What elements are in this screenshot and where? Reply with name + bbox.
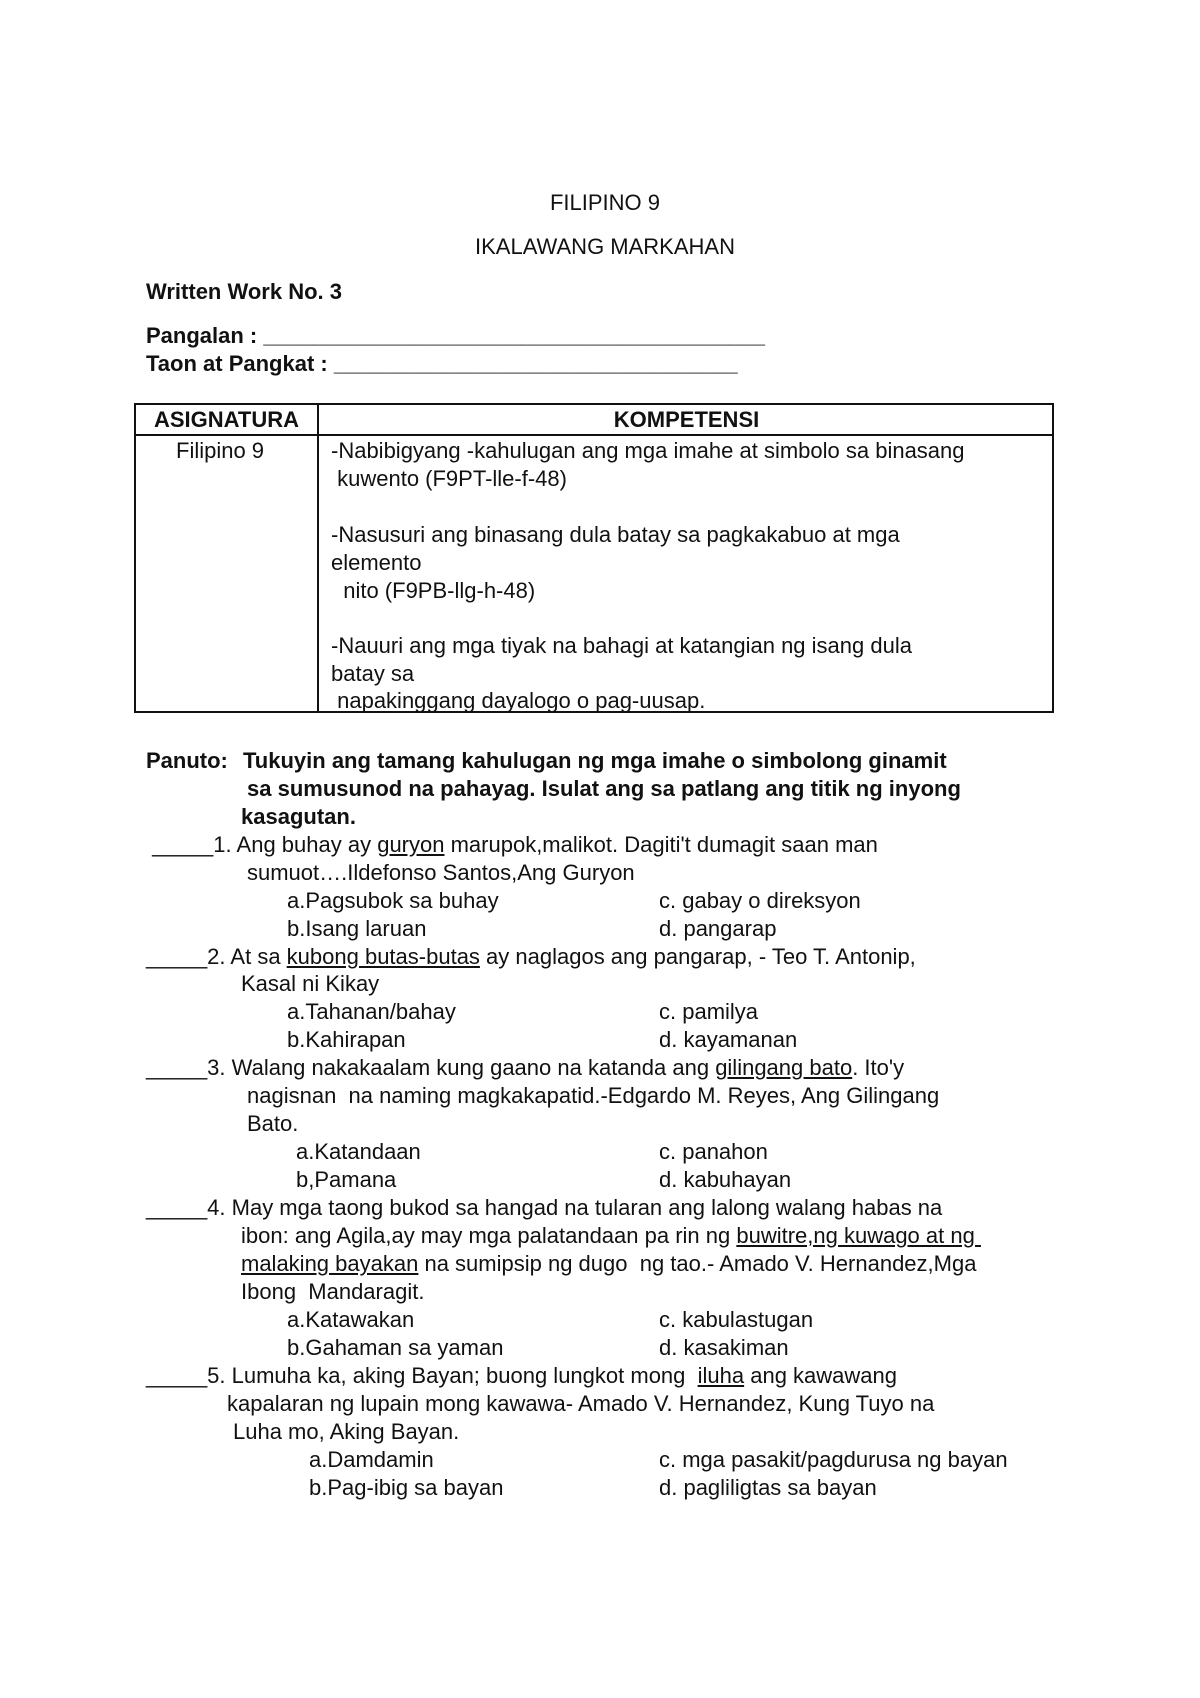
competency-line: kuwento (F9PT-lle-f-48): [331, 466, 567, 491]
competency-line: elemento: [331, 550, 422, 575]
page-title: FILIPINO 9: [549, 190, 661, 215]
choice-c: c. pamilya: [659, 999, 759, 1024]
instructions-line: kasagutan.: [241, 804, 356, 829]
choice-a: a.Pagsubok sa buhay: [287, 888, 499, 913]
question-text: ay naglagos ang pangarap, - Teo T. Antonip,: [479, 944, 916, 969]
question-4[interactable]: _____4. May mga taong bukod sa hangad na tularan ang lalong walang habas na: [146, 1195, 943, 1220]
choice-c: c. kabulastugan: [659, 1307, 814, 1332]
choice-b: b.Kahirapan: [287, 1027, 406, 1052]
question-text: sumuot….Ildefonso Santos,Ang Guryon: [247, 860, 635, 885]
question-text: _____3. Walang nakakaalam kung gaano na katanda ang: [146, 1055, 716, 1080]
choice-b: b.Isang laruan: [287, 916, 427, 941]
choice-c: c. gabay o direksyon: [659, 888, 861, 913]
question-text: ang kawawang: [744, 1363, 897, 1388]
choice-b: b.Gahaman sa yaman: [287, 1335, 504, 1360]
choice-a: a.Damdamin: [309, 1447, 434, 1472]
underlined-symbol: guryon: [377, 832, 445, 857]
choice-d: d. pangarap: [659, 916, 777, 941]
question-2[interactable]: [146, 943, 916, 971]
question-3[interactable]: [146, 1054, 904, 1082]
choice-b: b.Pag-ibig sa bayan: [309, 1475, 504, 1500]
table-cell-subject: Filipino 9: [176, 438, 265, 463]
question-text: na sumipsip ng dugo ng tao.- Amado V. Hernandez,Mga: [418, 1251, 977, 1276]
choice-d: d. kabuhayan: [659, 1167, 792, 1192]
choice-a: a.Katawakan: [287, 1307, 415, 1332]
choice-d: d. kayamanan: [659, 1027, 798, 1052]
question-text: kapalaran ng lupain mong kawawa- Amado V. Hernandez, Kung Tuyo na: [227, 1391, 935, 1416]
question-text: marupok,malikot. Dagiti't dumagit saan man: [444, 832, 878, 857]
section-label: Taon at Pangkat :: [146, 351, 334, 376]
question-text: Bato.: [247, 1111, 299, 1136]
question-text: _____2. At sa: [146, 944, 287, 969]
question-5[interactable]: [146, 1362, 897, 1390]
underlined-symbol: kubong butas-butas: [286, 944, 480, 969]
question-text: Ibong Mandaragit.: [241, 1279, 425, 1304]
choice-d: d. pagliligtas sa bayan: [659, 1475, 877, 1500]
underlined-symbol: iluha: [697, 1363, 745, 1388]
competency-line: -Nauuri ang mga tiyak na bahagi at katangian ng isang dula: [331, 633, 912, 658]
choice-a: a.Tahanan/bahay: [287, 999, 456, 1024]
instructions-line: Tukuyin ang tamang kahulugan ng mga imahe o simbolong ginamit: [243, 748, 947, 773]
choice-a: a.Katandaan: [296, 1139, 421, 1164]
name-blank[interactable]: _________________________________________: [263, 323, 766, 348]
competency-line: napakinggang dayalogo o pag-uusap.: [331, 688, 706, 713]
section-blank[interactable]: _________________________________: [333, 351, 738, 376]
question-text: [241, 1222, 981, 1250]
question-text: _____1. Ang buhay ay: [146, 832, 378, 857]
choice-d: d. kasakiman: [659, 1335, 789, 1360]
choice-b: b,Pamana: [296, 1167, 397, 1192]
underlined-symbol: malaking bayakan: [241, 1251, 419, 1276]
section-line[interactable]: [146, 350, 738, 378]
question-text: . Ito'y: [852, 1055, 905, 1080]
question-text: _____5. Lumuha ka, aking Bayan; buong lungkot mong: [146, 1363, 698, 1388]
table-header-kompetensi: KOMPETENSI: [613, 407, 760, 432]
page-subtitle: IKALAWANG MARKAHAN: [475, 234, 735, 259]
instructions-line: sa sumusunod na pahayag. Isulat ang sa patlang ang titik ng inyong: [247, 776, 961, 801]
question-text: nagisnan na naming magkakapatid.-Edgardo M. Reyes, Ang Gilingang: [247, 1083, 940, 1108]
name-label: Pangalan :: [146, 323, 264, 348]
name-line[interactable]: [146, 322, 765, 350]
underlined-symbol: buwitre,ng kuwago at ng: [736, 1223, 981, 1248]
question-text: Kasal ni Kikay: [241, 971, 380, 996]
instructions-label: Panuto:: [146, 748, 228, 773]
table-column-divider: [317, 405, 319, 711]
choice-c: c. mga pasakit/pagdurusa ng bayan: [659, 1447, 1008, 1472]
competency-line: -Nasusuri ang binasang dula batay sa pagkakabuo at mga: [331, 522, 900, 547]
competency-line: -Nabibigyang -kahulugan ang mga imahe at simbolo sa binasang: [331, 438, 965, 463]
underlined-symbol: gilingang bato: [715, 1055, 853, 1080]
table-header-asignatura: ASIGNATURA: [153, 407, 300, 432]
competency-line: batay sa: [331, 661, 415, 686]
competency-line: nito (F9PB-llg-h-48): [331, 578, 536, 603]
question-text: [241, 1250, 976, 1278]
table-header-divider: [136, 434, 1052, 436]
written-work-label: Written Work No. 3: [146, 279, 342, 304]
question-1[interactable]: [146, 831, 878, 859]
question-text: ibon: ang Agila,ay may mga palatandaan pa rin ng: [241, 1223, 737, 1248]
competency-table: [134, 403, 1054, 713]
choice-c: c. panahon: [659, 1139, 768, 1164]
question-text: Luha mo, Aking Bayan.: [233, 1419, 460, 1444]
